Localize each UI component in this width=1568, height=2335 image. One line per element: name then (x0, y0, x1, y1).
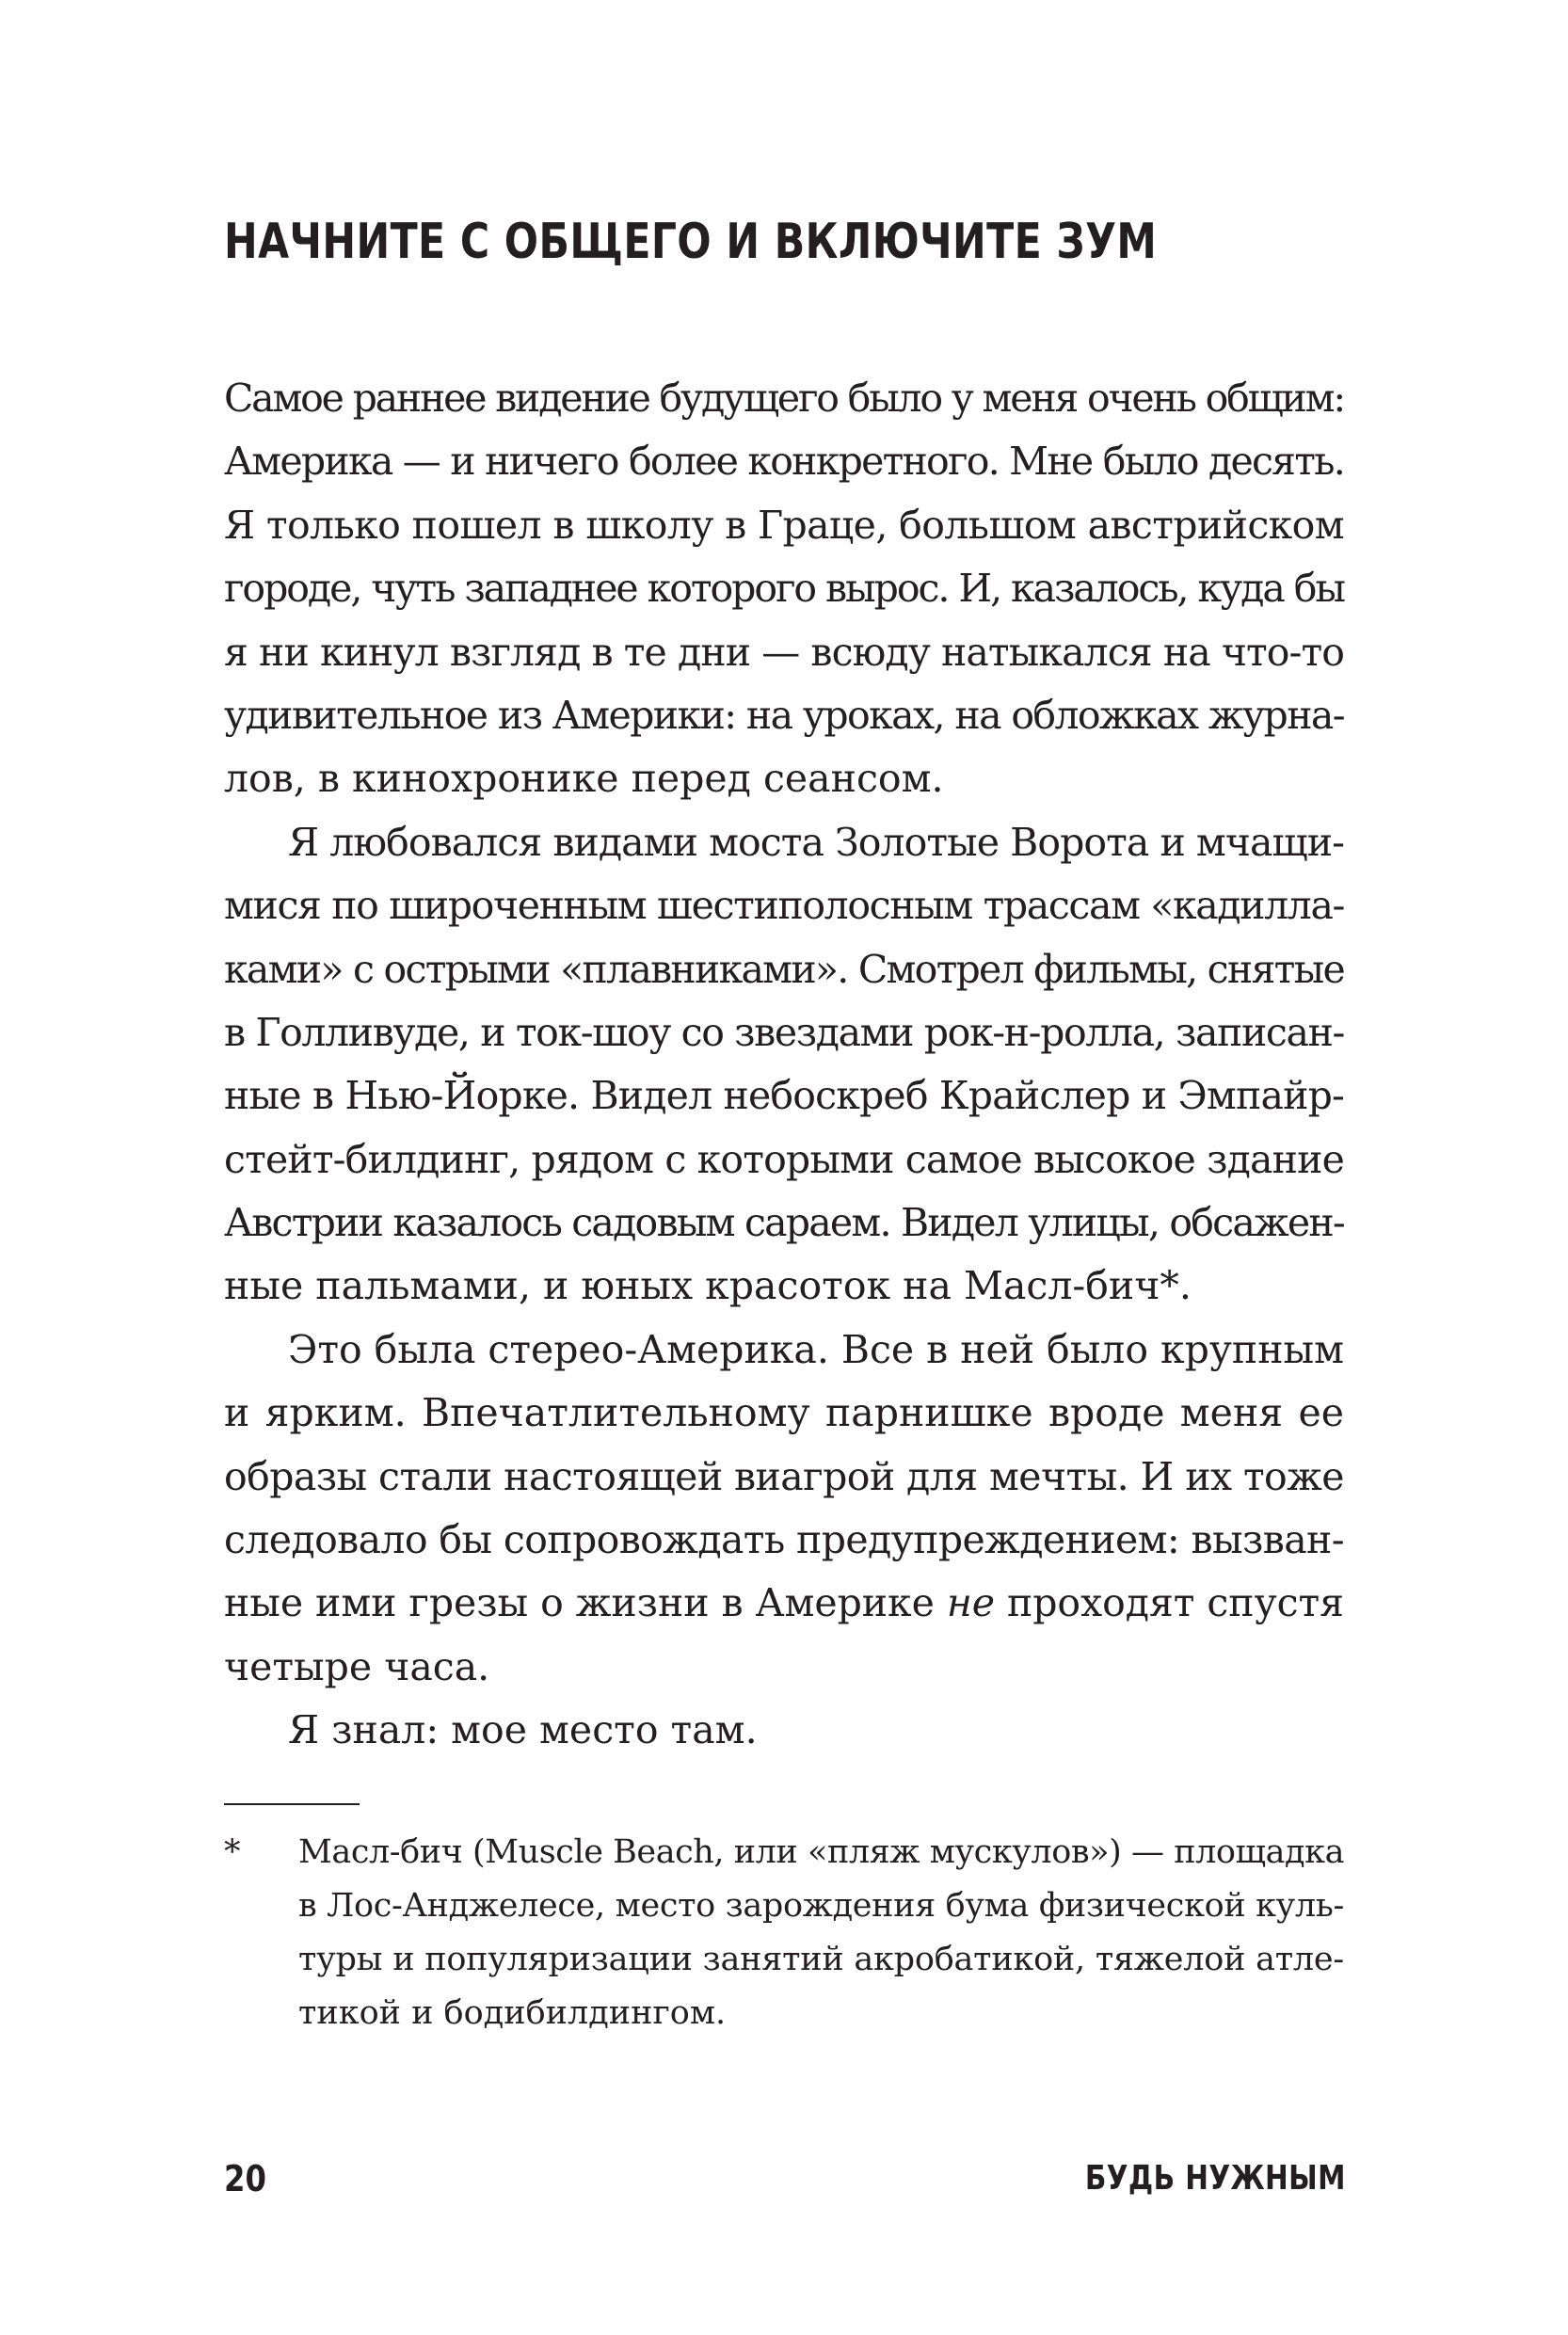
text-line: удивительное из Америки: на уроках, на обложках журна- (224, 692, 1344, 738)
running-title: БУДЬ НУЖНЫМ (1084, 2159, 1346, 2198)
text-line: ные пальмами, и юных красоток на Масл-бич*. (224, 1263, 1192, 1309)
emphasis-text: не (946, 1580, 995, 1626)
text-run: проходят спустя (994, 1580, 1344, 1626)
text-line: Я любовался видами моста Золотые Ворота и мчащи- (288, 819, 1344, 865)
text-line: в Голливуде, и ток-шоу со звездами рок-н-ролла, записан- (224, 1009, 1345, 1055)
footnote-line: тикой и бодибилдингом. (298, 1994, 727, 2032)
footnote-mark: * (224, 1833, 241, 1871)
text-line: ные в Нью-Йорке. Видел небоскреб Крайслер и Эмпайр- (224, 1073, 1345, 1119)
text-run: ные ими грезы о жизни в Америке (224, 1580, 947, 1626)
text-line: и ярким. Впечатлительному парнишке вроде меня ее (224, 1390, 1344, 1436)
text-line: городе, чуть западнее которого вырос. И, казалось, куда бы (224, 566, 1344, 612)
text-line: следовало бы сопровождать предупреждением: вызван- (224, 1517, 1344, 1563)
page-number: 20 (224, 2158, 266, 2199)
text-line: Самое раннее видение будущего было у меня очень общим: (224, 376, 1344, 421)
chapter-heading: НАЧНИТЕ С ОБЩЕГО И ВКЛЮЧИТЕ ЗУМ (224, 214, 1158, 270)
text-line: четыре часа. (224, 1643, 490, 1689)
footnote-text (298, 1826, 1344, 2040)
text-line (224, 1572, 1344, 1635)
footnote-line: туры и популяризации занятий акробатикой, тяжелой атле- (298, 1941, 1344, 1978)
text-line: Америка — и ничего более конкретного. Мне было десять. (224, 439, 1344, 485)
text-line: мися по широченным шестиполосным трассам «кадилла- (224, 883, 1344, 929)
footnote-divider (224, 1803, 360, 1805)
footnote-line: в Лос-Анджелесе, место зарождения бума физической куль- (298, 1887, 1344, 1925)
text-line: Это была стерео-Америка. Все в ней было крупным (288, 1326, 1344, 1372)
text-line: Австрии казалось садовым сараем. Видел улицы, обсажен- (224, 1200, 1344, 1246)
text-line: образы стали настоящей виагрой для мечты. И их тоже (224, 1453, 1344, 1499)
text-line: Я знал: мое место там. (288, 1707, 758, 1753)
text-line: стейт-билдинг, рядом с которыми самое высокое здание (224, 1136, 1344, 1182)
text-line: Я только пошел в школу в Граце, большом австрийском (224, 502, 1344, 548)
text-line: я ни кинул взгляд в те дни — всюду натыкался на что-то (224, 629, 1344, 675)
body-text (224, 367, 1344, 1763)
text-line: ками» с острыми «плавниками». Смотрел фильмы, снятые (224, 946, 1344, 992)
footnote-line: Масл-бич (Muscle Beach, или «пляж мускулов») — площадка (298, 1833, 1344, 1871)
text-line: лов, в кинохронике перед сеансом. (224, 756, 944, 802)
